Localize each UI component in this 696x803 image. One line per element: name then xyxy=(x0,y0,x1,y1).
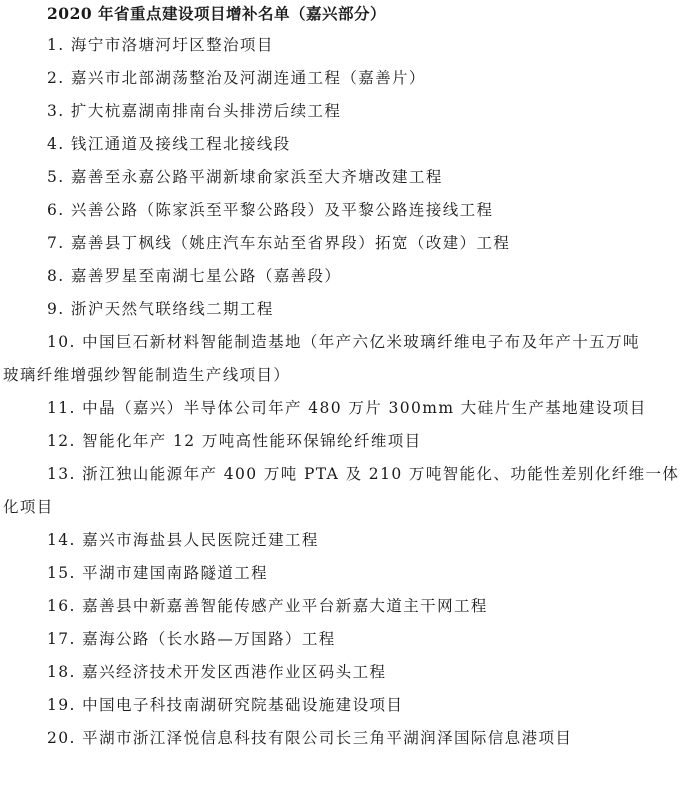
list-item xyxy=(0,62,690,95)
list-item-text: 8. 嘉善罗星至南湖七星公路（嘉善段） xyxy=(47,267,342,285)
list-item-text: 3. 扩大杭嘉湖南排南台头排涝后续工程 xyxy=(47,102,342,120)
list-item-text: 6. 兴善公路（陈家浜至平黎公路段）及平黎公路连接线工程 xyxy=(47,201,494,219)
list-item-text: 1. 海宁市洛塘河圩区整治项目 xyxy=(47,36,274,54)
list-item xyxy=(0,260,690,293)
list-item-text: 19. 中国电子科技南湖研究院基础设施建设项目 xyxy=(47,696,404,714)
list-item-text: 20. 平湖市浙江泽悦信息科技有限公司长三角平湖润泽国际信息港项目 xyxy=(47,729,573,747)
list-item xyxy=(0,425,690,458)
list-item xyxy=(0,194,690,227)
list-item xyxy=(0,656,690,689)
list-item-text: 2. 嘉兴市北部湖荡整治及河湖连通工程（嘉善片） xyxy=(47,69,426,87)
list-item-text: 10. 中国巨石新材料智能制造基地（年产六亿米玻璃纤维电子布及年产十五万吨 xyxy=(47,333,640,351)
list-item xyxy=(0,293,690,326)
list-item xyxy=(0,128,690,161)
list-item xyxy=(0,29,690,62)
list-item xyxy=(0,161,690,194)
list-item xyxy=(0,326,690,392)
list-item-text: 7. 嘉善县丁枫线（姚庄汽车东站至省界段）拓宽（改建）工程 xyxy=(47,234,511,252)
list-item-continuation: 化项目 xyxy=(3,498,54,516)
list-item xyxy=(0,722,690,755)
list-item-text: 18. 嘉兴经济技术开发区西港作业区码头工程 xyxy=(47,663,387,681)
list-item-text: 12. 智能化年产 12 万吨高性能环保锦纶纤维项目 xyxy=(47,432,422,450)
list-item xyxy=(0,392,690,425)
list-item xyxy=(0,689,690,722)
list-item-text: 9. 浙沪天然气联络线二期工程 xyxy=(47,300,274,318)
list-item xyxy=(0,557,690,590)
list-item-text: 16. 嘉善县中新嘉善智能传感产业平台新嘉大道主干网工程 xyxy=(47,597,488,615)
list-item-text: 15. 平湖市建国南路隧道工程 xyxy=(47,564,269,582)
list-item-text: 17. 嘉海公路（长水路—万国路）工程 xyxy=(47,630,336,648)
list-item xyxy=(0,623,690,656)
list-item-text: 14. 嘉兴市海盐县人民医院迁建工程 xyxy=(47,531,319,549)
list-item-text: 4. 钱江通道及接线工程北接线段 xyxy=(47,135,291,153)
list-item-continuation: 玻璃纤维增强纱智能制造生产线项目） xyxy=(3,366,291,384)
list-item-text: 13. 浙江独山能源年产 400 万吨 PTA 及 210 万吨智能化、功能性差别化纤维一体 xyxy=(47,465,680,483)
list-item xyxy=(0,458,690,524)
document-title: 2020 年省重点建设项目增补名单（嘉兴部分） xyxy=(47,4,387,23)
list-item xyxy=(0,227,690,260)
list-item xyxy=(0,590,690,623)
list-item-text: 5. 嘉善至永嘉公路平湖新埭俞家浜至大齐塘改建工程 xyxy=(47,168,443,186)
list-item xyxy=(0,95,690,128)
list-item xyxy=(0,524,690,557)
list-item-text: 11. 中晶（嘉兴）半导体公司年产 480 万片 300mm 大硅片生产基地建设项目 xyxy=(47,399,647,417)
